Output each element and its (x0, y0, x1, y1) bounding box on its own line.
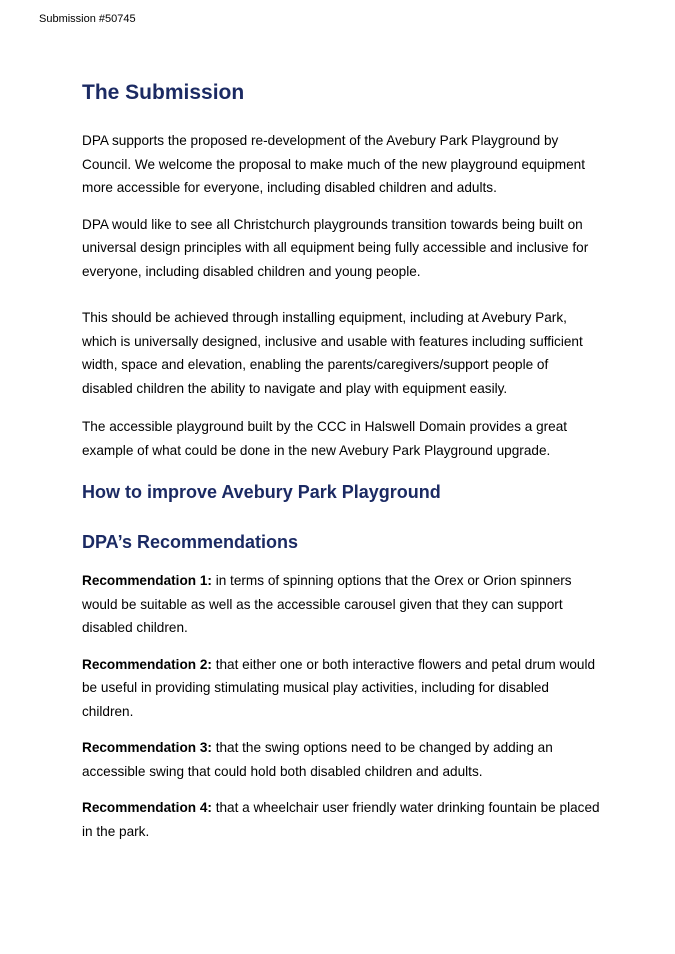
recommendation-4-label: Recommendation 4: (82, 800, 212, 815)
recommendation-3-label: Recommendation 3: (82, 740, 212, 755)
paragraph-halswell-example: The accessible playground built by the CCC in Halswell Domain provides a great example of what could be done in the new Avebury Park Playground upgrade. (82, 419, 568, 458)
paragraph-universal-design: DPA would like to see all Christchurch playgrounds transition towards being built on universal design principles with all equipment being fully accessible and inclusive for everyone, including disabled children and young people. (82, 216, 589, 279)
section-heading-recommendations: DPA’s Recommendations (82, 532, 299, 552)
paragraph-installing-equipment: This should be achieved through installing equipment, including at Avebury Park, which is universally designed, inclusive and usable with features including sufficient width, space and elevation, enabling the parents/caregivers/support people of disabled children the ability to navigate and play with equipment easily. (82, 310, 583, 396)
document-body (82, 78, 602, 843)
paragraph-support: DPA supports the proposed re-development of the Avebury Park Playground by Council. We welcome the proposal to make much of the new playground equipment more accessible for everyone, including disabled children and adults. (82, 133, 585, 195)
recommendation-3 (82, 736, 602, 783)
recommendation-4-text: that a wheelchair user friendly water drinking fountain be placed in the park. (82, 800, 600, 839)
section-heading-improve: How to improve Avebury Park Playground (82, 482, 441, 502)
recommendation-2-text: that either one or both interactive flowers and petal drum would be useful in providing stimulating musical play activities, including for disabled children. (82, 656, 596, 719)
recommendation-1 (82, 569, 602, 640)
recommendation-2 (82, 653, 602, 724)
recommendation-1-text: in terms of spinning options that the Orex or Orion spinners would be suitable as well as the accessible carousel given that they can support disabled children. (82, 573, 572, 635)
recommendation-2-label: Recommendation 2: (82, 656, 212, 672)
page-title: The Submission (82, 81, 245, 104)
recommendation-3-text: that the swing options need to be changed by adding an accessible swing that could hold both disabled children and adults. (82, 740, 553, 779)
recommendation-4 (82, 796, 602, 843)
recommendation-1-label: Recommendation 1: (82, 573, 212, 588)
submission-number-label: Submission #50745 (39, 13, 136, 25)
